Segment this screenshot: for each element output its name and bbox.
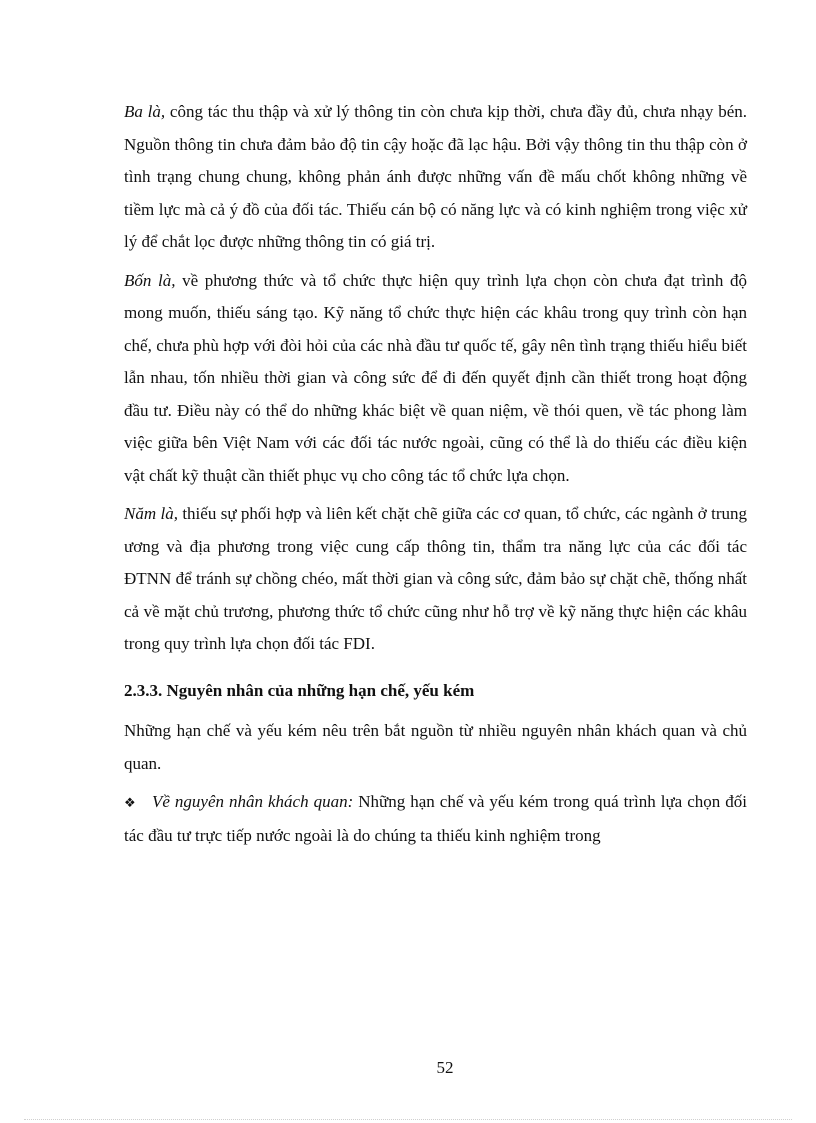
paragraph-lead: Năm là, bbox=[124, 504, 178, 523]
intro-paragraph: Những hạn chế và yếu kém nêu trên bắt nguồn từ nhiều nguyên nhân khách quan và chủ quan. bbox=[124, 721, 747, 773]
paragraph-lead: Ba là, bbox=[124, 102, 166, 121]
footer-divider bbox=[24, 1119, 792, 1120]
paragraph-body: về phương thức và tổ chức thực hiện quy trình lựa chọn còn chưa đạt trình độ mong muốn, thiếu sáng tạo. Kỹ năng tổ chức thực hiện các khâu trong quy trình còn hạn chế, chưa phù hợp với đòi hỏi của các nhà đầu tư quốc tế, gây nên tình trạng thiếu hiểu biết lẫn nhau, tốn nhiều thời gian và công sức để đi đến quyết định cần thiết trong hoạt động đầu tư. Điều này có thể do những khác biệt về quan niệm, về thói quen, về tác phong làm việc giữa bên Việt Nam với các đối tác nước ngoài, cũng có thể là do thiếu các điều kiện vật chất kỹ thuật cần thiết phục vụ cho công tác tổ chức lựa chọn. bbox=[124, 270, 747, 485]
bullet-paragraph bbox=[124, 786, 747, 852]
paragraph-body: công tác thu thập và xử lý thông tin còn chưa kịp thời, chưa đầy đủ, chưa nhạy bén. Nguồn thông tin chưa đảm bảo độ tin cậy hoặc đã lạc hậu. Bởi vậy thông tin thu thập còn ở tình trạng chung chung, không phản ánh được những vấn đề mấu chốt không những về tiềm lực mà cả ý đồ của đối tác. Thiếu cán bộ có năng lực và có kinh nghiệm trong việc xử lý để chắt lọc được những thông tin có giá trị. bbox=[124, 102, 747, 251]
paragraph-body: thiếu sự phối hợp và liên kết chặt chẽ giữa các cơ quan, tổ chức, các ngành ở trung ương và địa phương trong việc cung cấp thông tin, thẩm tra năng lực của các đối tác ĐTNN để tránh sự chồng chéo, mất thời gian và công sức, đảm bảo sự chặt chẽ, thống nhất cả về mặt chủ trương, phương thức tổ chức cũng như hỗ trợ về kỹ năng thực hiện các khâu trong quy trình lựa chọn đối tác FDI. bbox=[124, 504, 748, 653]
document-page bbox=[124, 96, 747, 852]
bullet-body: Những hạn chế và yếu kém trong quá trình lựa chọn đối tác đầu tư trực tiếp nước ngoài là do chúng ta thiếu kinh nghiệm trong bbox=[124, 792, 747, 845]
paragraph-bon-la bbox=[124, 265, 747, 493]
bullet-lead: Về nguyên nhân khách quan: bbox=[152, 792, 354, 811]
paragraph-lead: Bốn là, bbox=[124, 270, 176, 290]
diamond-bullet-icon: ❖ bbox=[124, 795, 136, 810]
paragraph-nam-la bbox=[124, 498, 747, 661]
section-heading: 2.3.3. Nguyên nhân của những hạn chế, yếu kém bbox=[124, 680, 475, 700]
paragraph-ba-la bbox=[124, 96, 747, 259]
page-number: 52 bbox=[436, 1058, 454, 1077]
